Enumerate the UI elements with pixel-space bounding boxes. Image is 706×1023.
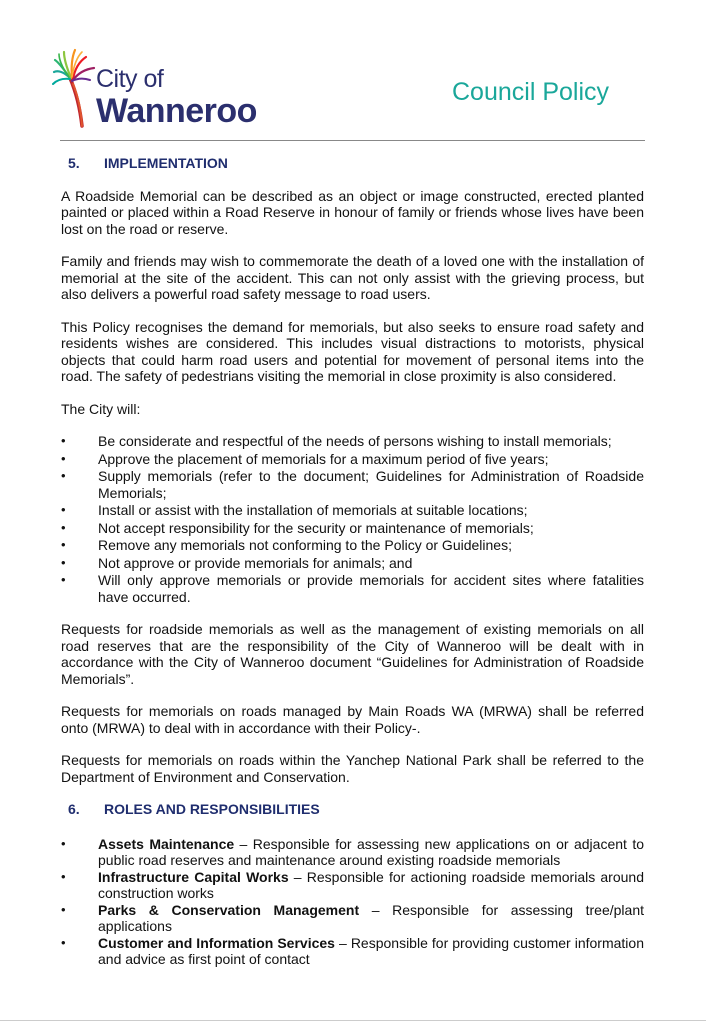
list-item-text: Not accept responsibility for the security or maintenance of memorials; — [98, 519, 534, 536]
bullet-icon: • — [61, 901, 66, 917]
list-item — [61, 520, 644, 537]
bullet-icon: • — [61, 433, 66, 448]
paragraph: The City will: — [61, 400, 141, 417]
bullet-icon: • — [61, 519, 66, 535]
paragraph: A Roadside Memorial can be described as an object or image constructed, erected planted painted or placed within a Road Reserve in honour of family or friends whose lives have been lost on the road or reserve. — [61, 187, 644, 237]
list-item — [61, 468, 644, 501]
role-name: Assets Maintenance — [98, 835, 235, 852]
list-item-text: Will only approve memorials or provide memorials for accident sites where fatalities have occurred. — [98, 572, 644, 605]
list-item — [61, 555, 644, 572]
bullet-icon: • — [61, 835, 66, 851]
paragraph: This Policy recognises the demand for memorials, but also seeks to ensure road safety and residents wishes are considered. This includes visual distractions to motorists, physical objects that could harm road users and potential for movement of personal items into the road. The safety of pedestrians visiting the memorial in close proximity is also considered. — [61, 318, 644, 384]
paragraph: Requests for roadside memorials as well as the management of existing memorials on all road reserves that are the responsibility of the City of Wanneroo will be dealt with in accordance with the City of Wanneroo document “Guidelines for Administration of Roadside Memorials”. — [61, 621, 644, 687]
list-item — [61, 433, 644, 450]
paragraph: Family and friends may wish to commemorate the death of a loved one with the installation of memorial at the site of the accident. This can not only assist with the grieving process, but also delivers a powerful road safety message to road users. — [61, 253, 644, 302]
role-name: Customer and Information Services — [98, 934, 335, 951]
bullet-icon: • — [61, 868, 66, 884]
logo-wanneroo-text: Wanneroo — [96, 92, 257, 130]
role-name: Parks & Conservation Management — [98, 901, 360, 918]
role-description: – Responsible for assessing new applications on or adjacent to public road reserves and maintenance around existing roadside memorials — [98, 835, 644, 868]
document-type-title: Council Policy — [452, 78, 610, 106]
paragraph: Requests for memorials on roads managed by Main Roads WA (MRWA) shall be referred onto (MRWA) to deal with in accordance with their Policy-. — [61, 703, 644, 736]
header-divider — [60, 140, 645, 141]
list-item-text: Not approve or provide memorials for animals; and — [98, 554, 413, 571]
list-item-text: Supply memorials (refer to the document; Guidelines for Administration of Roadside Memorials; — [98, 468, 644, 501]
role-description: – Responsible for assessing tree/plant applications — [98, 901, 645, 934]
page-bottom-edge — [0, 1020, 706, 1021]
list-item-text: Be considerate and respectful of the needs of persons wishing to install memorials; — [98, 433, 612, 449]
role-item — [61, 902, 644, 935]
paragraph: Requests for memorials on roads within the Yanchep National Park shall be referred to the Department of Environment and Conservation. — [61, 752, 644, 785]
role-description: – Responsible for actioning roadside memorials around construction works — [98, 868, 644, 901]
list-item — [61, 537, 644, 554]
list-item — [61, 502, 644, 519]
logo-city-of-text: City of — [96, 65, 164, 93]
list-item-text: Install or assist with the installation of memorials at suitable locations; — [98, 502, 528, 518]
bullet-icon: • — [61, 934, 66, 950]
list-item — [61, 451, 644, 468]
bullet-icon: • — [61, 502, 66, 517]
city-of-wanneroo-logo — [52, 48, 282, 130]
list-item — [61, 572, 644, 605]
role-description: – Responsible for providing customer information and advice as first point of contact — [98, 934, 644, 967]
role-item — [61, 836, 644, 869]
bullet-icon: • — [61, 450, 66, 466]
section-5-title: IMPLEMENTATION — [104, 155, 228, 171]
section-6-title: ROLES AND RESPONSIBILITIES — [104, 801, 320, 817]
bullet-icon: • — [61, 554, 66, 570]
role-item — [61, 869, 644, 902]
bullet-icon: • — [61, 572, 66, 587]
role-item — [61, 935, 644, 968]
role-name: Infrastructure Capital Works — [98, 868, 289, 885]
section-6-heading — [61, 801, 644, 818]
bullet-icon: • — [61, 537, 66, 552]
list-item-text: Remove any memorials not conforming to the Policy or Guidelines; — [98, 537, 512, 553]
bullet-icon: • — [61, 468, 66, 483]
grass-tree-logo-icon — [52, 48, 102, 130]
roles-list — [61, 836, 644, 968]
city-will-list — [61, 433, 644, 605]
section-5-heading — [61, 155, 644, 172]
section-5-number: 5. — [68, 155, 80, 171]
list-item-text: Approve the placement of memorials for a maximum period of five years; — [98, 450, 549, 467]
policy-body — [61, 155, 644, 968]
section-6-number: 6. — [68, 801, 80, 817]
